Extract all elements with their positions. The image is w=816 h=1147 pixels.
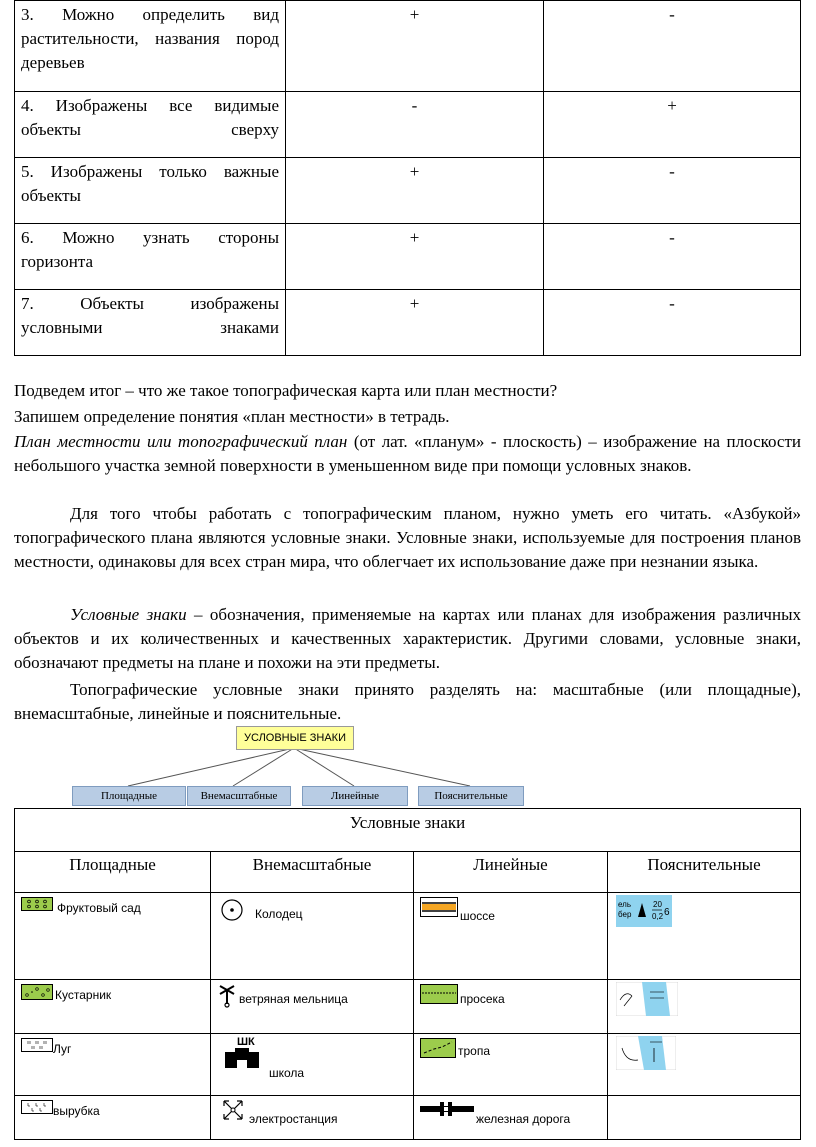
signs-table-title: Условные знаки bbox=[15, 809, 801, 852]
clearing-symbol-icon bbox=[420, 984, 458, 1004]
table-cell-mark: + bbox=[286, 224, 544, 290]
table-cell-mark: + bbox=[544, 92, 801, 158]
paragraph-notebook: Запишем определение понятия «план местности» в тетрадь. bbox=[14, 407, 450, 426]
sign-cell bbox=[414, 1096, 608, 1140]
meadow-symbol-icon bbox=[21, 1038, 53, 1052]
paragraph-signs-definition: Условные знаки – обозначения, применяемые на картах или планах для изображения различных объектов и их количественных и качественных характеристик. Другими словами, условные знаки, обозначают предметы на плане и похожи на эти предметы. bbox=[14, 605, 801, 672]
svg-text:6: 6 bbox=[664, 907, 670, 918]
bridge-characteristics-icon bbox=[616, 1036, 676, 1070]
diagram-node-explanatory: Пояснительные bbox=[418, 786, 524, 806]
table-cell-text: 6. Можно узнать стороны горизонта bbox=[15, 224, 286, 290]
table-cell-mark: - bbox=[544, 1, 801, 92]
term-signs: Условные знаки bbox=[70, 605, 187, 624]
railway-symbol-icon bbox=[420, 1102, 474, 1116]
sign-label: железная дорога bbox=[476, 1112, 571, 1126]
svg-text:0,2: 0,2 bbox=[652, 912, 664, 921]
sign-label: ветряная мельница bbox=[239, 992, 348, 1006]
column-header-offscale: Внемасштабные bbox=[211, 852, 414, 893]
power-station-symbol-icon bbox=[221, 1098, 245, 1122]
sign-cell bbox=[211, 893, 414, 980]
sign-label: просека bbox=[460, 992, 505, 1006]
sign-cell bbox=[608, 893, 801, 980]
sign-cell bbox=[211, 980, 414, 1034]
svg-text:ель: ель bbox=[618, 900, 632, 909]
cutting-symbol-icon bbox=[21, 1100, 53, 1114]
table-cell-mark: - bbox=[544, 224, 801, 290]
river-characteristics-icon bbox=[616, 982, 678, 1016]
column-header-explanatory: Пояснительные bbox=[608, 852, 801, 893]
diagram-node-offscale: Внемасштабные bbox=[187, 786, 291, 806]
svg-text:бер: бер bbox=[618, 910, 632, 919]
table-cell-text: 3. Можно определить вид растительности, названия пород деревьев bbox=[15, 1, 286, 92]
column-header-areal: Площадные bbox=[15, 852, 211, 893]
school-symbol-abbr: ШК bbox=[237, 1036, 255, 1048]
paragraph-definition: План местности или топографический план (от лат. «планум» - плоскость) – изображение на плоскости небольшого участка земной поверхности в уменьшенном виде при помощи условных знаков. bbox=[14, 432, 802, 475]
highway-symbol-icon bbox=[420, 897, 458, 917]
sign-cell-empty bbox=[608, 1096, 801, 1140]
sign-cell bbox=[15, 893, 211, 980]
sign-cell bbox=[211, 1034, 414, 1096]
table-cell-text: 7. Объекты изображены условными знаками bbox=[15, 290, 286, 356]
paragraph-summary: Подведем итог – что же такое топографическая карта или план местности? bbox=[14, 381, 558, 400]
table-cell-mark: - bbox=[544, 290, 801, 356]
diagram-node-linear: Линейные bbox=[302, 786, 408, 806]
well-symbol-icon bbox=[219, 897, 245, 923]
sign-cell bbox=[414, 980, 608, 1034]
forest-characteristics-icon bbox=[616, 895, 672, 927]
sign-label: тропа bbox=[458, 1044, 491, 1058]
sign-cell bbox=[608, 980, 801, 1034]
paragraph-classification: Топографические условные знаки принято разделять на: масштабные (или площадные), внемасштабные, линейные и пояснительные. bbox=[14, 680, 801, 723]
sign-cell bbox=[15, 980, 211, 1034]
sign-label: Колодец bbox=[255, 907, 303, 921]
table-cell-mark: + bbox=[286, 1, 544, 92]
table-cell-mark: + bbox=[286, 158, 544, 224]
orchard-symbol-icon bbox=[21, 897, 53, 911]
diagram-root: УСЛОВНЫЕ ЗНАКИ bbox=[236, 726, 354, 750]
signs-table bbox=[14, 808, 801, 1140]
term-plan: План местности или топографический план bbox=[14, 432, 348, 451]
sign-cell bbox=[15, 1096, 211, 1140]
sign-label: электростанция bbox=[249, 1112, 338, 1126]
sign-label: Фруктовый сад bbox=[57, 901, 141, 915]
sign-label: Кустарник bbox=[55, 988, 112, 1002]
table-cell-mark: + bbox=[286, 290, 544, 356]
table-cell-text: 4. Изображены все видимые объекты сверху bbox=[15, 92, 286, 158]
svg-text:20: 20 bbox=[653, 900, 662, 909]
comparison-table bbox=[14, 0, 801, 356]
sign-cell bbox=[414, 1034, 608, 1096]
sign-label: Луг bbox=[53, 1042, 72, 1056]
sign-cell bbox=[414, 893, 608, 980]
sign-label: шоссе bbox=[460, 909, 495, 923]
table-cell-text: 5. Изображены только важные объекты bbox=[15, 158, 286, 224]
sign-label: вырубка bbox=[53, 1104, 100, 1118]
column-header-linear: Линейные bbox=[414, 852, 608, 893]
shrub-symbol-icon bbox=[21, 984, 53, 1000]
windmill-symbol-icon bbox=[217, 982, 237, 1008]
table-cell-mark: - bbox=[544, 158, 801, 224]
sign-label: школа bbox=[269, 1066, 305, 1080]
sign-cell bbox=[608, 1034, 801, 1096]
paragraph-alphabet: Для того чтобы работать с топографическим планом, нужно уметь его читать. «Азбукой» топографического плана являются условные знаки. Условные знаки, используемые для построения планов местности, одинаковы для всех стран мира, что облегчает их использование даже при незнании языка. bbox=[14, 504, 801, 571]
sign-cell bbox=[211, 1096, 414, 1140]
school-symbol-icon bbox=[225, 1048, 259, 1068]
diagram-node-areal: Площадные bbox=[72, 786, 186, 806]
table-cell-mark: - bbox=[286, 92, 544, 158]
sign-cell bbox=[15, 1034, 211, 1096]
path-symbol-icon bbox=[420, 1038, 456, 1058]
